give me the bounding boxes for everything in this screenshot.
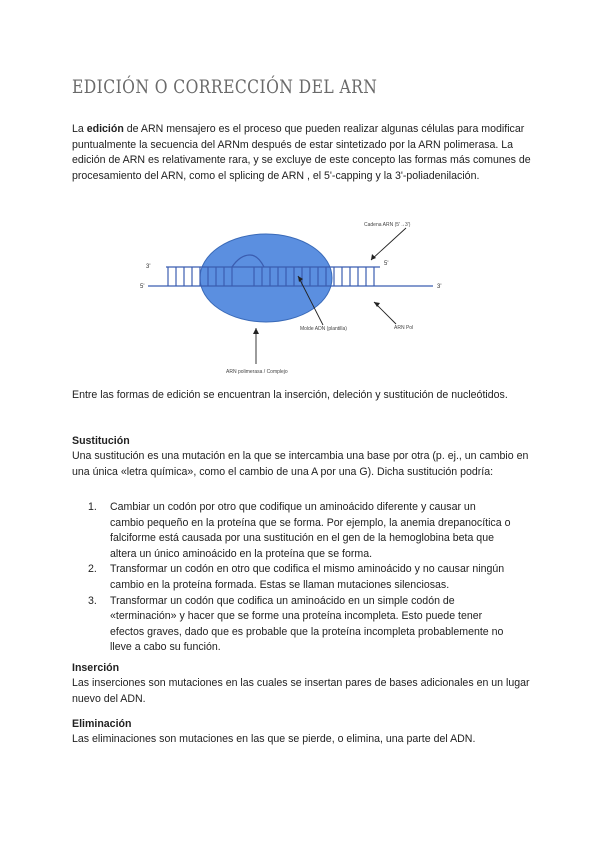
intro-bold-term: edición (86, 123, 124, 135)
insertion-heading: Inserción (72, 662, 120, 674)
intro-rest: de ARN mensajero es el proceso que pueden realizar algunas células para modificar puntualmente la secuencia del ARNm después de estar sintetizado por la ARN polimerasa. La edición de ARN es relativamente rara, y se excluye de este concepto las formas más comunes de procesamiento del ARN, como el splicing de ARN , el 5'-capping y la 3'-poliadenilación. (72, 123, 531, 182)
arrow-right-lower-head (374, 302, 380, 307)
label-middle: Molde ADN (plantilla) (300, 326, 347, 332)
list-item-number: 3. (88, 594, 97, 607)
label-left-top: 3' (146, 264, 151, 270)
label-bottom: ARN polimerasa / Complejo (226, 369, 288, 375)
page-title: EDICIÓN O CORRECCIÓN DEL ARN (72, 76, 378, 98)
list-item-text: Cambiar un codón por otro que codifique un aminoácido diferente y causar un cambio pequeño en la proteína que se forma. Por ejemplo, la anemia drepanocítica o falciforme está causada por una sustitución en el gen de la hemoglobina beta que altera un único aminoácido en la proteína que se forma. (110, 501, 511, 560)
deletion-paragraph: Las eliminaciones son mutaciones en las que se pierde, o elimina, una parte del ADN. (72, 733, 476, 745)
label-right-lower: ARN Pol (394, 325, 414, 331)
list-item-text: Transformar un codón en otro que codifica el mismo aminoácido y no causar ningún cambio en la proteína formada. Estas se llaman mutaciones silenciosas. (110, 563, 505, 591)
list-item-number: 2. (88, 563, 97, 576)
arrow-bottom-head (253, 328, 259, 334)
intro-lead: La (72, 123, 87, 135)
intro-paragraph (72, 122, 532, 184)
substitution-paragraph: Una sustitución es una mutación en la que se intercambia una base por otra (p. ej., un cambio en una única «letra química», como el cambio de una A por una G). Dicha sustitución podría: (72, 450, 529, 478)
list-item (72, 562, 512, 593)
list-item-number: 1. (88, 501, 97, 513)
polymerase-ellipse (200, 234, 332, 322)
arrow-top (371, 228, 406, 260)
rna-polymerase-diagram (138, 210, 468, 380)
forms-paragraph: Entre las formas de edición se encuentran la inserción, deleción y sustitución de nucleótidos. (72, 389, 508, 401)
label-right-bottom: 3' (437, 284, 442, 290)
list-item (72, 594, 512, 656)
list-item (72, 500, 512, 562)
arrow-top-head (371, 254, 376, 260)
label-top: Cadena ARN (5'→3') (364, 222, 411, 228)
deletion-heading: Eliminación (72, 718, 132, 730)
label-right-top: 5' (384, 261, 389, 267)
substitution-heading: Sustitución (72, 435, 130, 447)
insertion-paragraph: Las inserciones son mutaciones en las cuales se insertan pares de bases adicionales en un lugar nuevo del ADN. (72, 677, 530, 705)
list-item-text: Transformar un codón que codifica un aminoácido en un simple codón de «terminación» y hacer que se forme una proteína incompleta. Esto puede tener efectos graves, dado que es probable que la proteína incompleta probablemente no lleve a cabo su función. (110, 594, 504, 654)
substitution-list (72, 500, 512, 656)
label-left-bottom: 5' (140, 284, 145, 290)
